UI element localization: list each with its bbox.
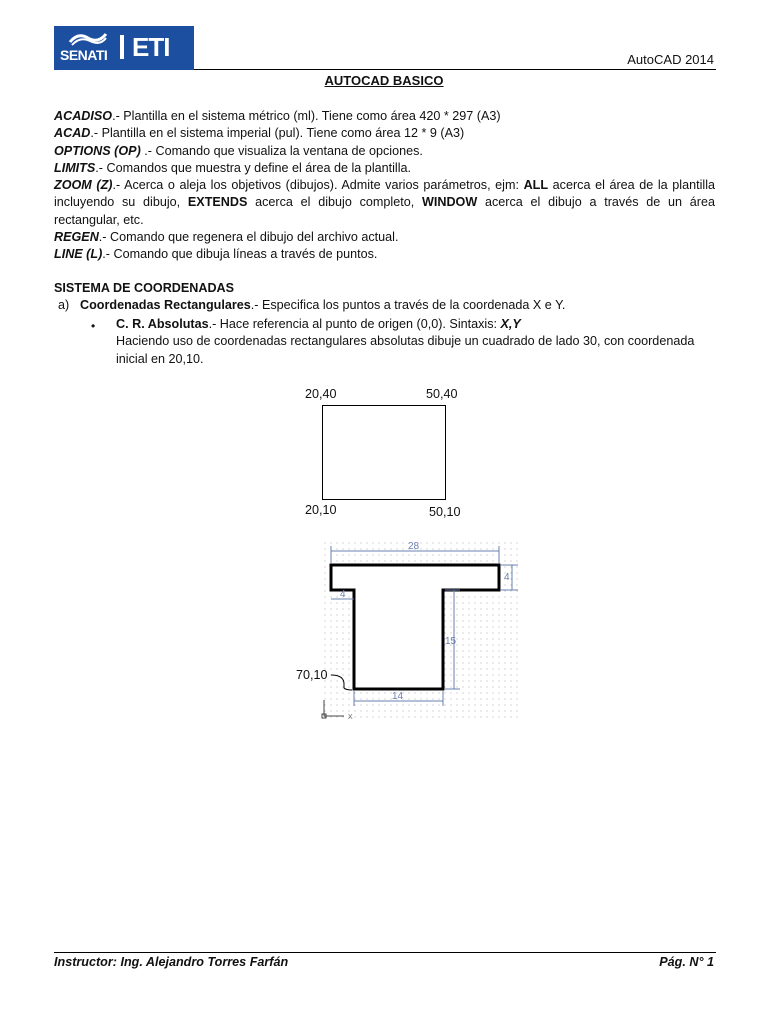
definition-limits: LIMITS.- Comandos que muestra y define el área de la plantilla. — [54, 160, 412, 175]
bullet-icon: • — [91, 319, 96, 333]
dim-top-label: 28 — [408, 541, 420, 552]
logo-bracket-icon — [120, 35, 124, 59]
definitions-block — [54, 108, 715, 264]
label-bottom-left: 20,10 — [305, 503, 337, 517]
senati-eti-logo — [54, 26, 194, 70]
logo-eti-text: ETI — [132, 32, 170, 62]
bullet-term: C. R. Absolutas — [116, 317, 209, 331]
senati-wave-icon — [68, 30, 108, 46]
list-item-a — [58, 298, 565, 312]
definition-regen: REGEN.- Comando que regenera el dibujo del archivo actual. — [54, 230, 399, 245]
logo-senati-text: SENATI — [60, 47, 108, 63]
definition-acadiso: ACADISO.- Plantilla en el sistema métrico (ml). Tiene como área 420 * 297 (A3) — [54, 109, 501, 123]
list-term: Coordenadas Rectangulares — [80, 298, 251, 312]
header-software: AutoCAD 2014 — [627, 52, 714, 67]
list-label: a) — [58, 298, 70, 312]
definition-options: OPTIONS (OP) .- Comando que visualiza la ventana de opciones. — [54, 143, 423, 158]
bullet-instruction: Haciendo uso de coordenadas rectangulares absolutas dibuje un cuadrado de lado 30, con coordenada inicial en 20,10. — [116, 334, 695, 366]
section-title: SISTEMA DE COORDENADAS — [54, 281, 235, 295]
label-bottom-right: 50,10 — [429, 505, 461, 519]
t-shape-drawing — [300, 536, 530, 726]
footer-instructor: Instructor: Ing. Alejandro Torres Farfán — [54, 955, 289, 969]
definition-line: LINE (L).- Comando que dibuja líneas a través de puntos. — [54, 247, 378, 262]
page-title: AUTOCAD BASICO — [324, 73, 444, 88]
syntax: X,Y — [500, 317, 521, 331]
square-drawing — [322, 405, 446, 500]
footer-rule — [54, 952, 716, 953]
dim-bottom-label: 14 — [392, 691, 404, 702]
footer-page-number: Pág. N° 1 — [659, 955, 714, 969]
dim-right-label: 4 — [504, 572, 510, 583]
bullet-item: C. R. Absolutas.- Hace referencia al punto de origen (0,0). Sintaxis: X,Y Haciendo uso de coordenadas rectangulares absolutas dibuje un cuadrado de lado 30, con coordenada inicial en 20,10. — [116, 316, 716, 368]
label-start-point: 70,10 — [296, 668, 328, 682]
dim-stem-label: 15 — [445, 636, 457, 647]
definition-zoom: ZOOM (Z).- Acerca o aleja los objetivos (dibujos). Admite varios parámetros, ejm: ALL acerca el área de la plantilla incluyendo su dibujo, EXTENDS acerca el dibujo completo, WINDOW acerca el dibujo a través de un área rectangular, etc. — [54, 178, 715, 227]
label-top-left: 20,40 — [305, 387, 337, 401]
label-top-right: 50,40 — [426, 387, 458, 401]
header-rule — [194, 69, 716, 70]
definition-acad: ACAD.- Plantilla en el sistema imperial (pul). Tiene como área 12 * 9 (A3) — [54, 126, 465, 141]
ucs-x-label: X — [348, 714, 353, 721]
list-text: .- Especifica los puntos a través de la coordenada X e Y. — [250, 298, 566, 312]
dim-left-label: 4 — [340, 589, 346, 600]
